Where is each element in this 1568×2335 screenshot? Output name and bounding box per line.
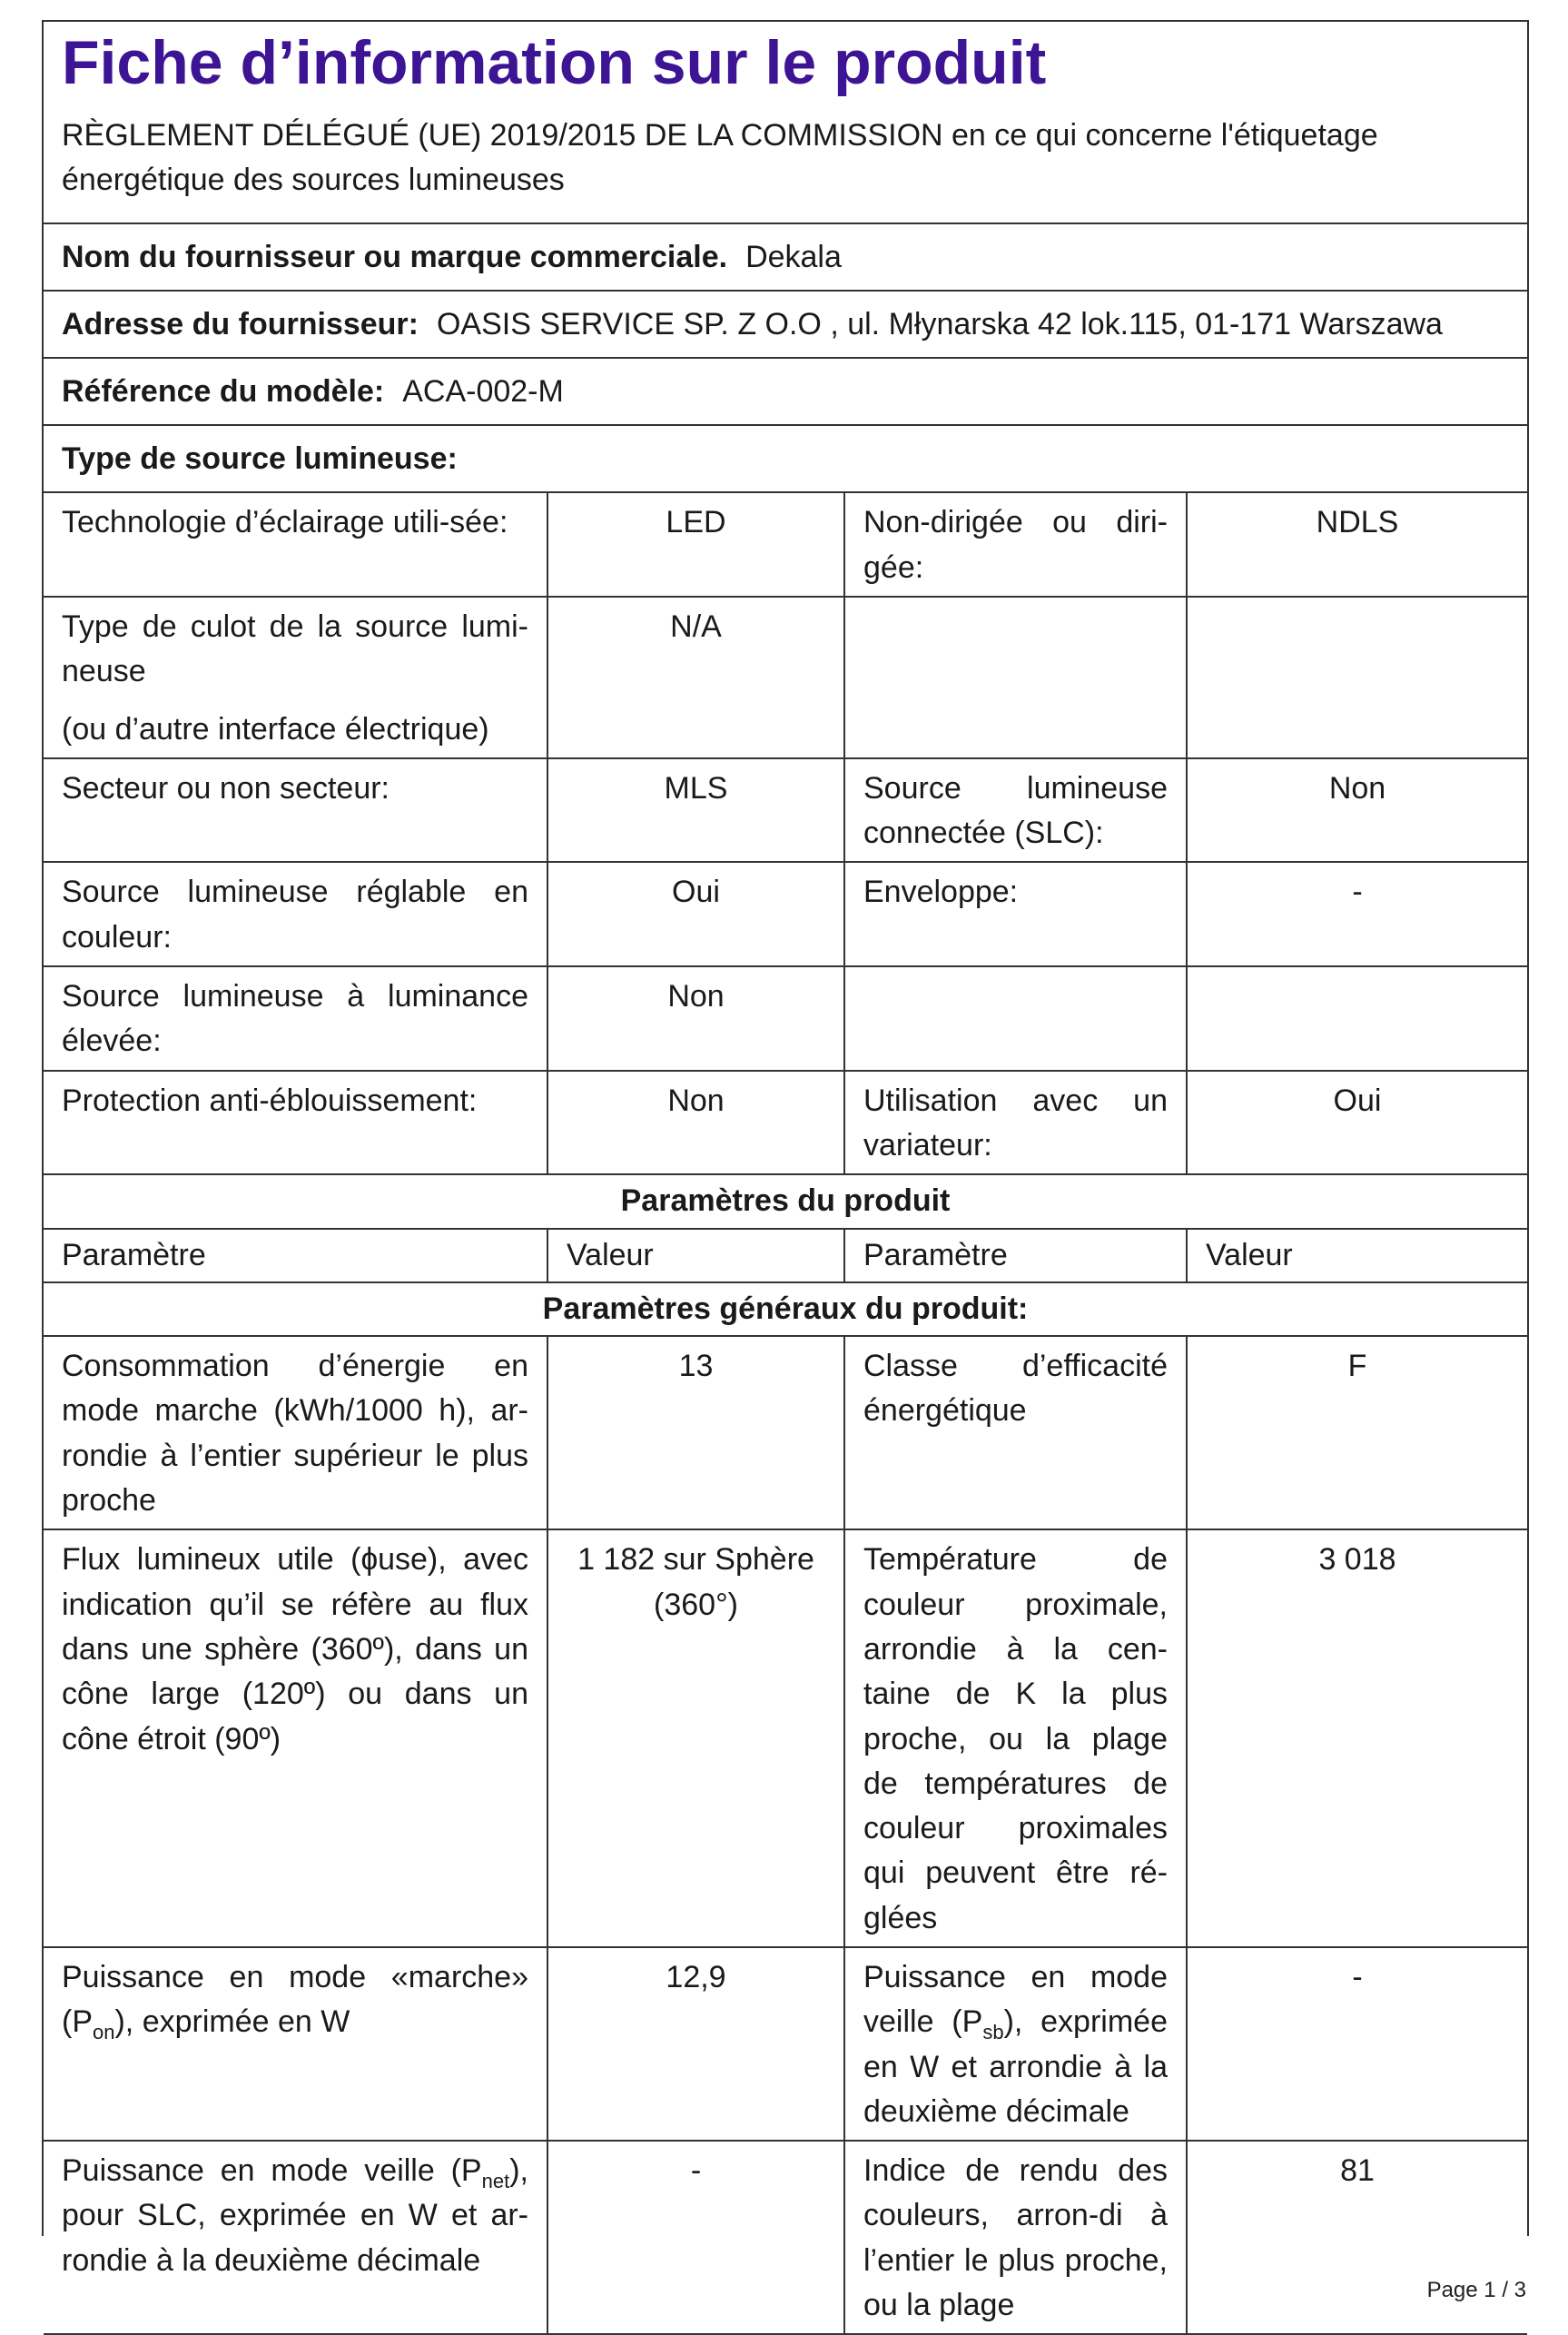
- empty-cell: [1187, 966, 1527, 1071]
- supplier-name-row: [44, 224, 1527, 292]
- cap-label-line2: (ou d’autre interface électrique): [62, 711, 489, 747]
- cap-label-line1: Type de culot de la source lumi-neuse: [62, 608, 528, 689]
- table-row: [44, 966, 1527, 1071]
- page-number: Page 1 / 3: [1426, 2278, 1526, 2302]
- param-label-flux: Flux lumineux utile (ɸuse), avec indication qu’il se réfère au flux dans une sphère (360º), dans un cône large (120º) ou dans un cône étroit (90º): [44, 1529, 547, 1947]
- model-reference-value: ACA-002-M: [402, 373, 564, 409]
- table-row: [44, 1174, 1527, 1228]
- light-source-type-label: Type de source lumineuse:: [62, 440, 458, 476]
- empty-cell: [844, 597, 1187, 758]
- table-row: [44, 2141, 1527, 2334]
- type-value-dimmable: Oui: [1187, 1071, 1527, 1175]
- type-label-mains: Secteur ou non secteur:: [44, 758, 547, 863]
- type-value-technology: LED: [547, 493, 844, 597]
- param-label-energy: Consommation d’énergie en mode marche (kWh/1000 h), ar-rondie à l’entier supérieur le plus proche: [44, 1336, 547, 1529]
- table-row: [44, 597, 1527, 758]
- column-header-value: Valeur: [547, 1229, 844, 1282]
- empty-cell: [1187, 597, 1527, 758]
- table-row: [44, 493, 1527, 597]
- param-label-power-sb: Puissance en mode veille $(P_{sb})$, exprimée en W et arrondie à la deuxième décimale: [844, 1947, 1187, 2141]
- type-label-high-luminance: Source lumineuse à luminance élevée:: [44, 966, 547, 1071]
- type-value-directional: NDLS: [1187, 493, 1527, 597]
- param-value-power-sb: -: [1187, 1947, 1527, 2141]
- param-value-cct: 3 018: [1187, 1529, 1527, 1947]
- type-label-directional: Non-dirigée ou diri-gée:: [844, 493, 1187, 597]
- param-value-efficiency-class: F: [1187, 1336, 1527, 1529]
- param-value-energy: 13: [547, 1336, 844, 1529]
- type-label-dimmable: Utilisation avec un variateur:: [844, 1071, 1187, 1175]
- product-table: [44, 493, 1527, 2335]
- supplier-address-label: Adresse du fournisseur:: [62, 306, 419, 341]
- type-label-cap: [44, 597, 547, 758]
- type-value-cap: N/A: [547, 597, 844, 758]
- table-row: [44, 758, 1527, 863]
- type-value-envelope: -: [1187, 862, 1527, 966]
- column-header-param: Paramètre: [44, 1229, 547, 1282]
- supplier-name-label: Nom du fournisseur ou marque commerciale.: [62, 239, 728, 274]
- param-label-cri: Indice de rendu des couleurs, arron-di à l’entier le plus proche, ou la plage: [844, 2141, 1187, 2334]
- param-label-power-on: Puissance en mode «marche» $(P_{on})$, exprimée en W: [44, 1947, 547, 2141]
- supplier-address-value: OASIS SERVICE SP. Z O.O , ul. Młynarska 42 lok.115, 01-171 Warszawa: [436, 306, 1443, 341]
- section-title-general: Paramètres généraux du produit:: [44, 1282, 1527, 1336]
- type-value-mains: MLS: [547, 758, 844, 863]
- page-title: Fiche d’information sur le produit: [62, 28, 1047, 97]
- table-row: [44, 1336, 1527, 1529]
- table-row: [44, 1529, 1527, 1947]
- supplier-address-row: [44, 292, 1527, 359]
- param-value-power-net: -: [547, 2141, 844, 2334]
- type-label-envelope: Enveloppe:: [844, 862, 1187, 966]
- table-row: [44, 1947, 1527, 2141]
- supplier-name-value: Dekala: [745, 239, 842, 274]
- regulation-text: RÈGLEMENT DÉLÉGUÉ (UE) 2019/2015 DE LA COMMISSION en ce qui concerne l'étiquetage énergétique des sources lumineuses: [62, 117, 1378, 198]
- table-row: [44, 1071, 1527, 1175]
- header: [44, 22, 1527, 224]
- empty-cell: [844, 966, 1187, 1071]
- table-row: [44, 862, 1527, 966]
- param-label-efficiency-class: Classe d’efficacité énergétique: [844, 1336, 1187, 1529]
- type-value-connected: Non: [1187, 758, 1527, 863]
- param-value-cri: 81: [1187, 2141, 1527, 2334]
- type-label-technology: Technologie d’éclairage utili-sée:: [44, 493, 547, 597]
- param-value-flux: 1 182 sur Sphère (360°): [547, 1529, 844, 1947]
- model-reference-row: [44, 359, 1527, 426]
- type-value-anti-glare: Non: [547, 1071, 844, 1175]
- type-value-high-luminance: Non: [547, 966, 844, 1071]
- model-reference-label: Référence du modèle:: [62, 373, 385, 409]
- type-label-connected: Source lumineuse connectée (SLC):: [844, 758, 1187, 863]
- section-title-params: Paramètres du produit: [44, 1174, 1527, 1228]
- column-header-value: Valeur: [1187, 1229, 1527, 1282]
- param-label-power-net: Puissance en mode veille $(P_{net})$, pour SLC, exprimée en W et ar-rondie à la deuxième décimale: [44, 2141, 547, 2334]
- column-header-param: Paramètre: [844, 1229, 1187, 1282]
- light-source-type-row: [44, 426, 1527, 493]
- param-value-power-on: 12,9: [547, 1947, 844, 2141]
- type-label-anti-glare: Protection anti-éblouissement:: [44, 1071, 547, 1175]
- table-row: [44, 1229, 1527, 1282]
- type-label-color-tunable: Source lumineuse réglable en couleur:: [44, 862, 547, 966]
- param-label-cct: Température de couleur proximale, arrondie à la cen-taine de K la plus proche, ou la plage de températures de couleur proximales qui peuvent être ré-glées: [844, 1529, 1187, 1947]
- type-value-color-tunable: Oui: [547, 862, 844, 966]
- table-row: [44, 1282, 1527, 1336]
